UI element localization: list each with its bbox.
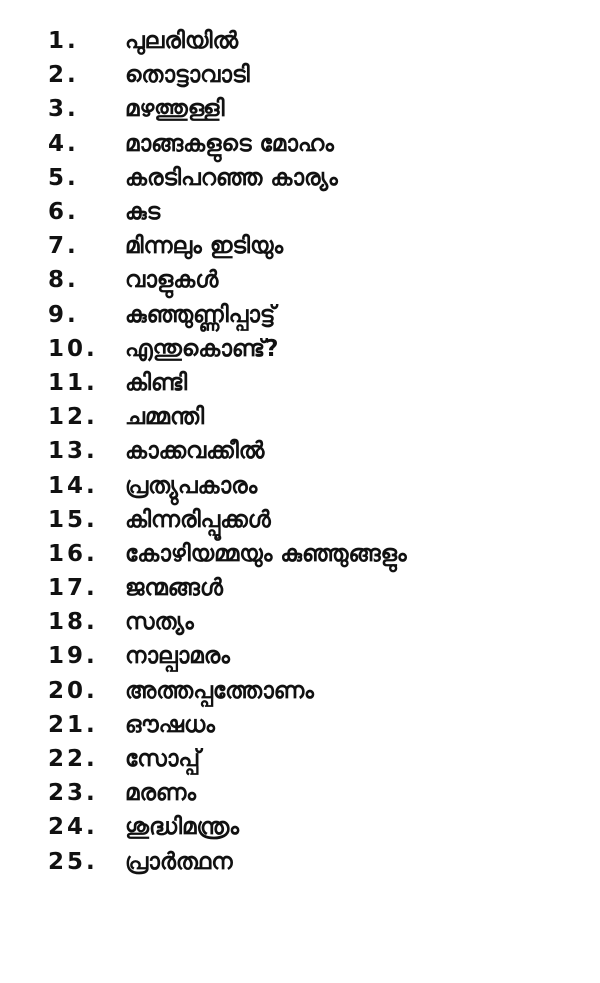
entry-number: 19. [48, 643, 98, 670]
entry-title: ചമ്മന്തി [125, 404, 205, 431]
entry-title: വാളുകൾ [125, 267, 219, 294]
toc-entry [0, 332, 600, 366]
entry-title: പുലരിയിൽ [125, 28, 239, 55]
toc-entry [0, 24, 600, 58]
toc-entry [0, 571, 600, 605]
toc-entry [0, 537, 600, 571]
entry-number: 4. [48, 130, 79, 157]
toc-entry [0, 298, 600, 332]
toc-entry [0, 161, 600, 195]
entry-title: നാല്പാമരം [125, 643, 230, 670]
toc-entry [0, 810, 600, 844]
entry-title: ശുദ്ധിമന്ത്രം [125, 814, 239, 841]
entry-title: തൊട്ടാവാടി [125, 62, 250, 89]
toc-entry [0, 127, 600, 161]
entry-number: 13. [48, 438, 98, 465]
entry-title: പ്രത്യുപകാരം [125, 472, 258, 499]
entry-title: കോഴിയമ്മയും കുഞ്ഞുങ്ങളും [125, 540, 407, 567]
entry-number: 24. [48, 814, 98, 841]
toc-entry [0, 503, 600, 537]
entry-title: കിന്നരിപ്പൂക്കൾ [125, 506, 271, 533]
toc-entry [0, 708, 600, 742]
entry-number: 3. [48, 96, 79, 123]
entry-number: 1. [48, 28, 79, 55]
table-of-contents [0, 24, 600, 879]
entry-number: 12. [48, 404, 98, 431]
entry-title: മരണം [125, 780, 197, 807]
entry-number: 14. [48, 472, 98, 499]
toc-entry [0, 845, 600, 879]
entry-title: മിന്നലും ഇടിയും [125, 233, 284, 260]
toc-entry [0, 366, 600, 400]
entry-title: കാക്കവക്കീൽ [125, 438, 265, 465]
entry-number: 15. [48, 506, 98, 533]
entry-number: 8. [48, 267, 79, 294]
toc-entry [0, 776, 600, 810]
toc-entry [0, 400, 600, 434]
toc-entry [0, 92, 600, 126]
entry-number: 25. [48, 848, 98, 875]
entry-title: എന്തുകൊണ്ട്? [125, 335, 279, 362]
entry-title: കിണ്ടി [125, 369, 188, 396]
entry-number: 6. [48, 199, 79, 226]
entry-title: മാങ്ങകളുടെ മോഹം [125, 130, 334, 157]
toc-entry [0, 674, 600, 708]
toc-entry [0, 195, 600, 229]
entry-title: മഴത്തുള്ളി [125, 96, 225, 123]
entry-title: സോപ്പ് [125, 746, 201, 773]
entry-number: 7. [48, 233, 79, 260]
toc-entry [0, 639, 600, 673]
entry-number: 23. [48, 780, 98, 807]
entry-title: കുട [125, 199, 161, 226]
toc-entry [0, 434, 600, 468]
toc-entry [0, 229, 600, 263]
entry-title: അത്തപ്പത്തോണം [125, 677, 314, 704]
entry-title: ജന്മങ്ങൾ [125, 575, 223, 602]
entry-number: 2. [48, 62, 79, 89]
entry-number: 9. [48, 301, 79, 328]
entry-number: 20. [48, 677, 98, 704]
entry-number: 11. [48, 369, 98, 396]
entry-title: കരടിപറഞ്ഞ കാര്യം [125, 164, 338, 191]
toc-entry [0, 605, 600, 639]
entry-title: ഔഷധം [125, 711, 215, 738]
toc-entry [0, 468, 600, 502]
entry-number: 5. [48, 164, 79, 191]
entry-title: പ്രാർത്ഥന [125, 848, 233, 875]
toc-entry [0, 742, 600, 776]
entry-number: 16. [48, 540, 98, 567]
toc-entry [0, 58, 600, 92]
toc-entry [0, 263, 600, 297]
entry-number: 17. [48, 575, 98, 602]
entry-number: 21. [48, 711, 98, 738]
entry-number: 22. [48, 746, 98, 773]
entry-title: സത്യം [125, 609, 194, 636]
entry-number: 10. [48, 335, 98, 362]
entry-title: കുഞ്ഞുണ്ണിപ്പാട്ട് [125, 301, 276, 328]
entry-number: 18. [48, 609, 98, 636]
